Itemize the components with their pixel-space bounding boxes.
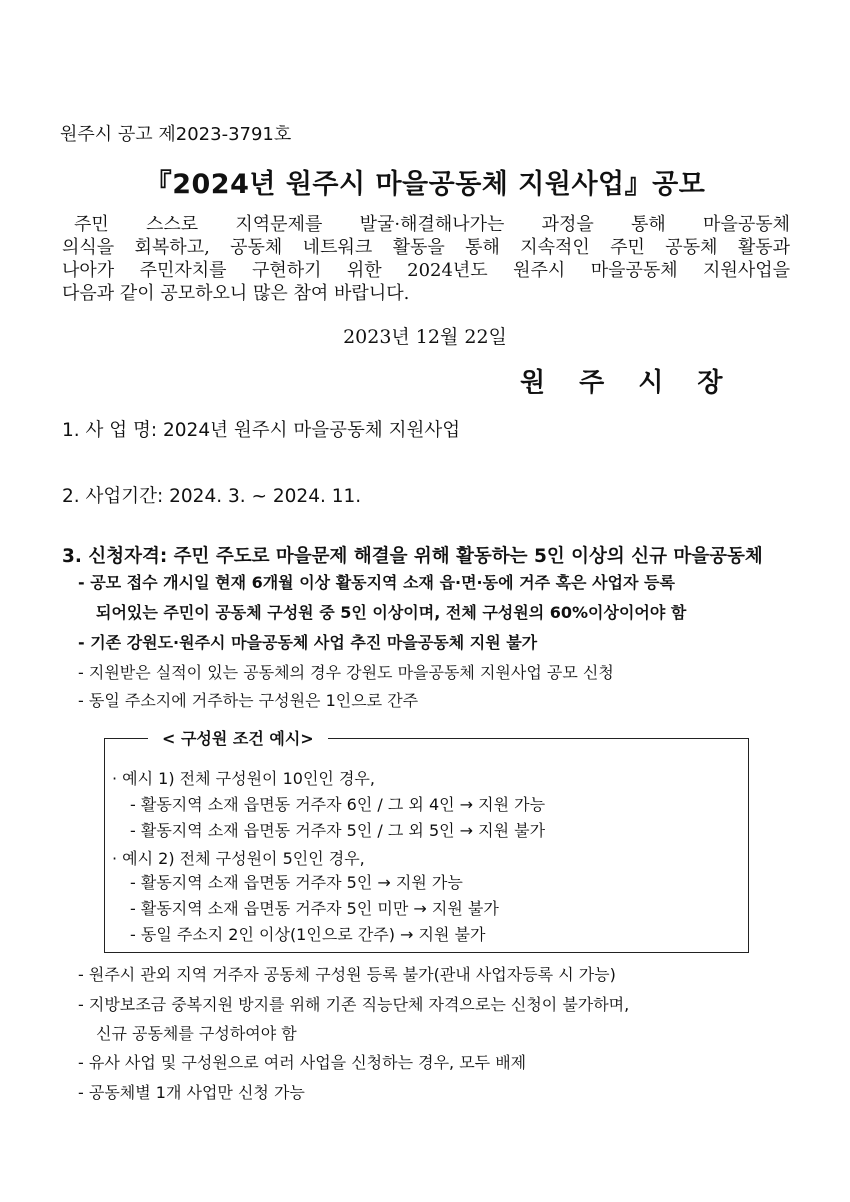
example-item: - 활동지역 소재 읍면동 거주자 5인 미만 → 지원 불가 (130, 899, 499, 918)
notice-number: 원주시 공고 제2023-3791호 (60, 124, 292, 145)
closing-bullet-continuation: 신규 공동체를 구성하여야 함 (96, 1024, 297, 1043)
example-box-title: < 구성원 조건 예시> (148, 726, 328, 749)
issuer-signature: 원주시장 (520, 368, 757, 398)
example-item: - 활동지역 소재 읍면동 거주자 6인 / 그 외 4인 → 지원 가능 (130, 795, 546, 814)
notice-date: 2023년 12월 22일 (343, 326, 507, 348)
example-heading: · 예시 1) 전체 구성원이 10인인 경우, (112, 769, 375, 788)
eligibility-bullet: - 기존 강원도·원주시 마을공동체 사업 추진 마을공동체 지원 불가 (78, 633, 538, 652)
intro-paragraph (62, 213, 790, 305)
eligibility-bullet-continuation: 되어있는 주민이 공동체 구성원 중 5인 이상이며, 전체 구성원의 60%이상이어야 함 (96, 603, 687, 622)
closing-bullet: - 공동체별 1개 사업만 신청 가능 (78, 1083, 305, 1102)
example-heading: · 예시 2) 전체 구성원이 5인인 경우, (112, 849, 365, 868)
closing-bullet: - 지방보조금 중복지원 방지를 위해 기존 직능단체 자격으로는 신청이 불가하며, (78, 995, 630, 1014)
example-item: - 활동지역 소재 읍면동 거주자 5인 / 그 외 5인 → 지원 불가 (130, 821, 546, 840)
example-item: - 활동지역 소재 읍면동 거주자 5인 → 지원 가능 (130, 873, 463, 892)
intro-line: 나아가 주민자치를 구현하기 위한 2024년도 원주시 마을공동체 지원사업을 (62, 260, 790, 281)
section-eligibility: 3. 신청자격: 주민 주도로 마을문제 해결을 위해 활동하는 5인 이상의 신규 마을공동체 (62, 546, 763, 567)
section-project-period: 2. 사업기간: 2024. 3. ~ 2024. 11. (62, 486, 362, 507)
closing-bullet: - 원주시 관외 지역 거주자 공동체 구성원 등록 불가(관내 사업자등록 시 가능) (78, 965, 616, 984)
eligibility-bullet: - 동일 주소지에 거주하는 구성원은 1인으로 간주 (78, 691, 419, 710)
closing-bullet: - 유사 사업 및 구성원으로 여러 사업을 신청하는 경우, 모두 배제 (78, 1053, 527, 1072)
intro-line: 주민 스스로 지역문제를 발굴·해결해나가는 과정을 통해 마을공동체 (74, 214, 790, 235)
eligibility-bullet: - 지원받은 실적이 있는 공동체의 경우 강원도 마을공동체 지원사업 공모 신청 (78, 663, 614, 682)
example-item: - 동일 주소지 2인 이상(1인으로 간주) → 지원 불가 (130, 925, 486, 944)
eligibility-bullet: - 공모 접수 개시일 현재 6개월 이상 활동지역 소재 읍·면·동에 거주 혹은 사업자 등록 (78, 573, 675, 592)
intro-line: 의식을 회복하고, 공동체 네트워크 활동을 통해 지속적인 주민 공동체 활동과 (62, 237, 790, 258)
intro-line: 다음과 같이 공모하오니 많은 참여 바랍니다. (62, 283, 410, 304)
page-title: 『2024년 원주시 마을공동체 지원사업』공모 (144, 169, 706, 200)
section-project-name: 1. 사 업 명: 2024년 원주시 마을공동체 지원사업 (62, 420, 461, 441)
